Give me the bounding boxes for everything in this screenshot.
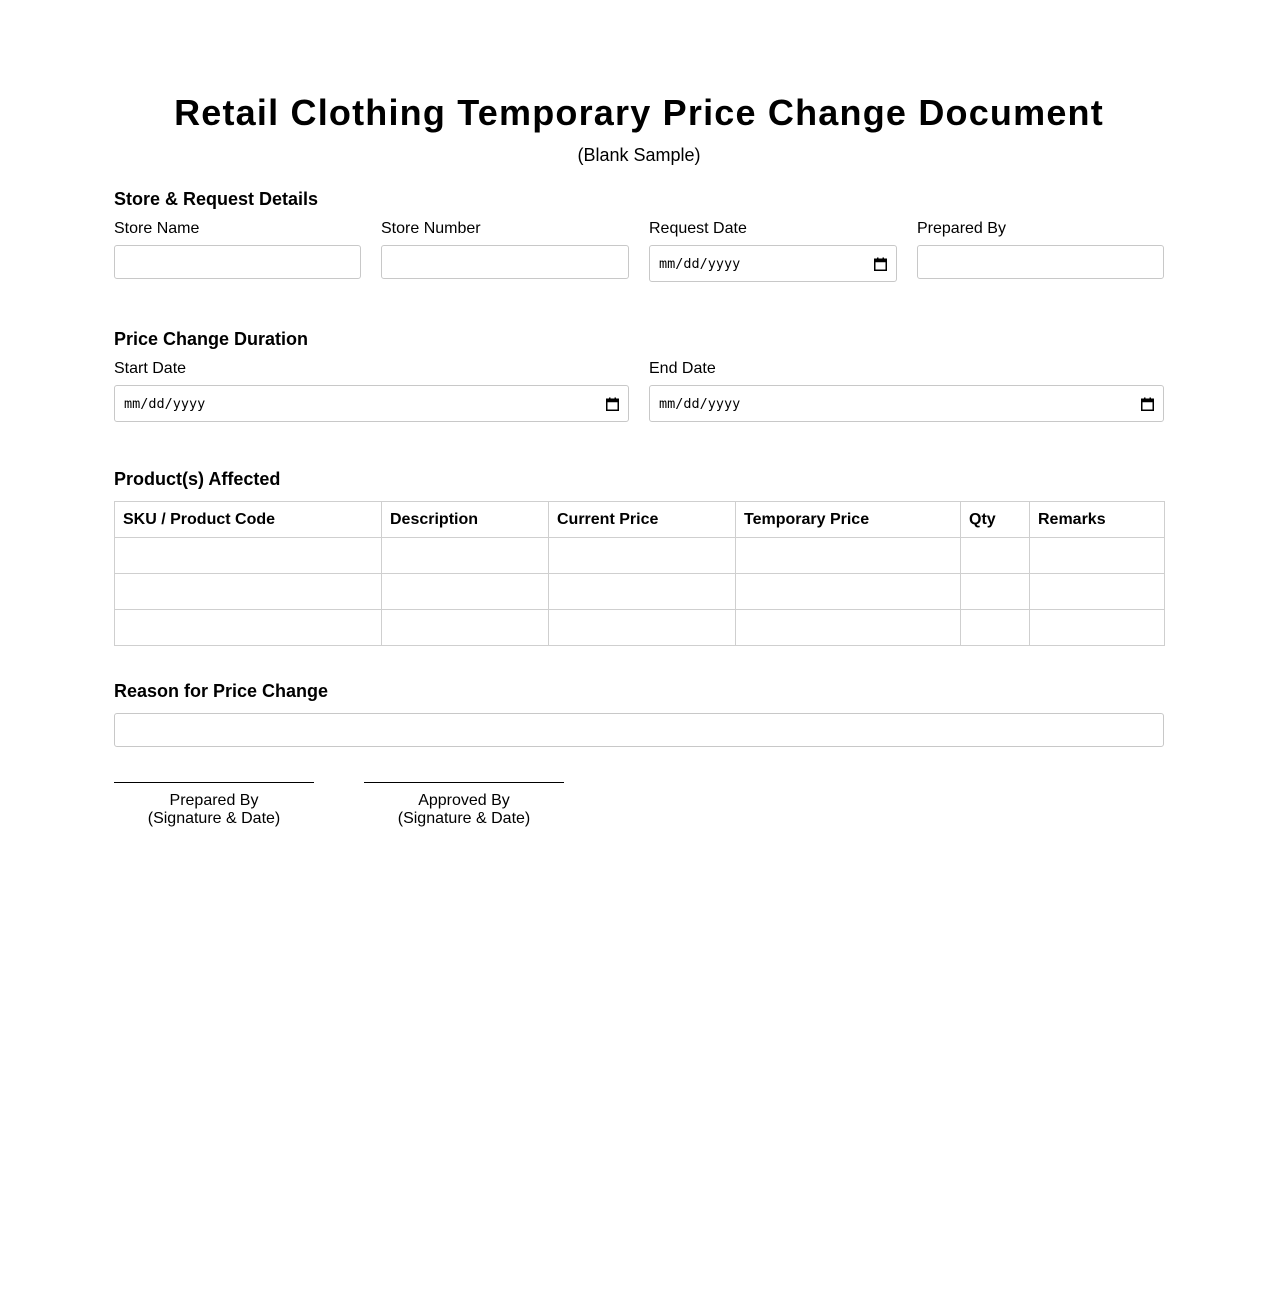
calendar-icon[interactable] [1141,397,1154,411]
current-price-cell[interactable] [549,610,736,646]
store-name-label: Store Name [114,220,200,237]
prepared-by-signature [114,782,314,828]
document-title: Retail Clothing Temporary Price Change Document [174,92,1104,133]
start-date-input[interactable] [114,385,629,422]
table-header-row [115,502,1165,538]
store-number-label: Store Number [381,220,481,237]
store-name-input[interactable] [114,245,361,279]
remarks-cell[interactable] [1030,538,1165,574]
current-price-cell[interactable] [549,574,736,610]
sku-cell[interactable] [115,538,382,574]
reason-input[interactable] [114,713,1164,747]
remarks-cell[interactable] [1030,610,1165,646]
table-row [115,574,1165,610]
description-cell[interactable] [382,574,549,610]
description-cell[interactable] [382,610,549,646]
request-date-label: Request Date [649,220,747,237]
store-number-input[interactable] [381,245,629,279]
sku-cell[interactable] [115,610,382,646]
column-header-description: Description [382,502,549,538]
end-date-placeholder: mm/dd/yyyy [659,395,741,412]
request-date-placeholder: mm/dd/yyyy [659,255,741,272]
temporary-price-cell[interactable] [736,574,961,610]
prepared-by-signature-label: Prepared By [169,792,259,809]
reason-section-heading: Reason for Price Change [114,681,329,701]
column-header-remarks: Remarks [1030,502,1165,538]
end-date-label: End Date [649,360,716,377]
calendar-icon[interactable] [606,397,619,411]
duration-section-heading: Price Change Duration [114,329,309,349]
table-row [115,538,1165,574]
qty-cell[interactable] [961,610,1030,646]
column-header-sku: SKU / Product Code [115,502,382,538]
approved-by-signature-note: (Signature & Date) [397,810,531,827]
prepared-by-input[interactable] [917,245,1164,279]
current-price-cell[interactable] [549,538,736,574]
request-date-input[interactable] [649,245,897,282]
approved-by-signature-label: Approved By [418,792,510,809]
products-section-heading: Product(s) Affected [114,469,281,489]
table-row [115,610,1165,646]
column-header-qty: Qty [961,502,1030,538]
products-table [114,501,1165,646]
prepared-by-signature-note: (Signature & Date) [147,810,281,827]
remarks-cell[interactable] [1030,574,1165,610]
temporary-price-cell[interactable] [736,610,961,646]
column-header-temporary-price: Temporary Price [736,502,961,538]
approved-by-signature [364,782,564,828]
prepared-by-label: Prepared By [917,220,1006,237]
qty-cell[interactable] [961,538,1030,574]
start-date-label: Start Date [114,360,187,377]
document-subtitle: (Blank Sample) [577,145,701,165]
calendar-icon[interactable] [874,257,887,271]
end-date-input[interactable] [649,385,1164,422]
signature-line[interactable] [364,782,564,783]
qty-cell[interactable] [961,574,1030,610]
temporary-price-cell[interactable] [736,538,961,574]
signature-line[interactable] [114,782,314,783]
description-cell[interactable] [382,538,549,574]
sku-cell[interactable] [115,574,382,610]
column-header-current-price: Current Price [549,502,736,538]
store-section-heading: Store & Request Details [114,189,319,209]
start-date-placeholder: mm/dd/yyyy [124,395,206,412]
